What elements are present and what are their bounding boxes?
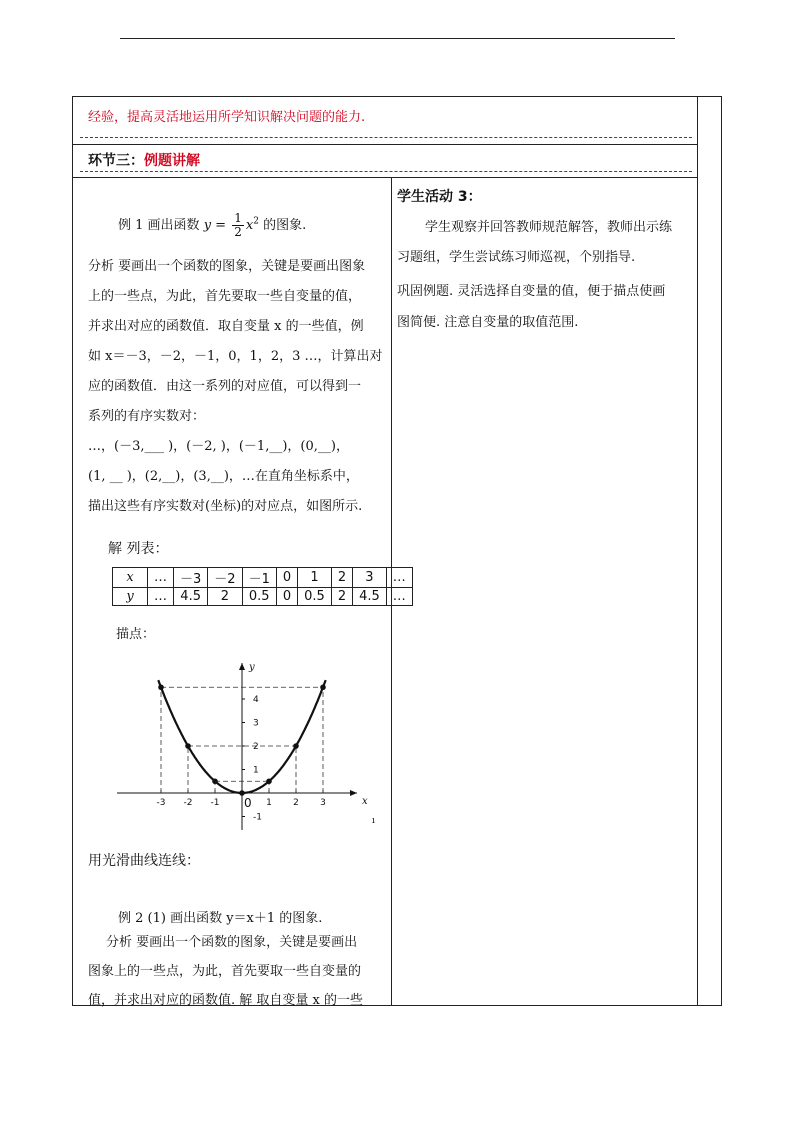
- data-point: [185, 743, 191, 749]
- origin-label: 0: [244, 796, 252, 810]
- data-point: [320, 684, 326, 690]
- connect-label: 用光滑曲线连线：: [88, 853, 200, 869]
- x-tick-label: -1: [210, 798, 220, 808]
- stray-mark: ı: [372, 816, 375, 826]
- table-cell: －1: [242, 568, 276, 588]
- y-tick-label: 3: [253, 718, 259, 729]
- row-divider-1: [72, 144, 697, 145]
- solve-label: 解 列表：: [108, 541, 169, 557]
- analysis-line: 如 x＝－3，－2，－1，0，1，2，3 …，计算出对: [88, 349, 383, 364]
- analysis-line: 图象上的一些点，为此，首先要取一些自变量的: [88, 964, 362, 979]
- fraction-numerator: 1: [234, 211, 242, 225]
- table-cell: …: [148, 568, 174, 588]
- formula-x: x: [245, 218, 254, 233]
- row-divider-2: [72, 177, 697, 178]
- table-cell: …: [386, 588, 412, 606]
- table-cell: 1: [298, 568, 332, 588]
- x-tick-label: 1: [266, 798, 272, 808]
- intro-text: 经验，提高灵活地运用所学知识解决问题的能力.: [88, 110, 366, 125]
- x-tick-label: -3: [156, 798, 166, 808]
- table-cell: …: [148, 588, 174, 606]
- table-cell: 2: [331, 568, 352, 588]
- formula-y: y =: [203, 218, 231, 233]
- plot-label: 描点：: [116, 627, 156, 642]
- y-axis-label: y: [249, 662, 255, 673]
- analysis-line: 应的函数值．由这一系列的对应值，可以得到一: [88, 379, 362, 394]
- example-1-title: [118, 212, 306, 239]
- example-1-prefix: 例 1 画出函数: [118, 218, 200, 233]
- table-cell: …: [386, 568, 412, 588]
- analysis-line: 分析 要画出一个函数的图象，关键是要画出图象: [88, 259, 366, 274]
- table-cell: 4.5: [174, 588, 208, 606]
- example-1-analysis: [88, 252, 383, 522]
- x-row-label: x: [113, 568, 148, 588]
- y-axis-arrow: [239, 663, 245, 670]
- data-point: [239, 790, 245, 796]
- student-activity-heading: 学生活动 3：: [397, 189, 482, 205]
- table-cell: 3: [353, 568, 387, 588]
- analysis-line: …，(－3,___ )，(－2, )，(－1,__)，(0,__)，: [88, 439, 349, 454]
- x-axis-label: x: [362, 796, 368, 807]
- section-title: 例题讲解: [144, 153, 200, 169]
- example-2-title: 例 2 (1) 画出函数 y＝x＋1 的图象.: [118, 911, 323, 926]
- example-1-suffix: 的图象.: [263, 218, 307, 233]
- table-row: [113, 568, 413, 588]
- data-point: [158, 684, 164, 690]
- header-rule: [120, 38, 675, 39]
- analysis-line: (1, __ )，(2,__)，(3,__)，…在直角坐标系中，: [88, 469, 359, 484]
- y-tick-label: 1: [253, 765, 259, 776]
- student-activity-line-1: 学生观察并回答教师规范解答，教师出示练: [425, 220, 673, 235]
- section-heading: [88, 150, 200, 170]
- section-label: 环节三：: [88, 153, 144, 169]
- table-cell: 0: [276, 588, 297, 606]
- data-point: [266, 778, 272, 784]
- formula-fraction: [232, 212, 244, 239]
- analysis-line: 值，并求出对应的函数值. 解 取自变量 x 的一些: [88, 993, 363, 1008]
- y-tick-label: 2: [253, 742, 259, 752]
- x-tick-label: 2: [293, 798, 299, 808]
- analysis-line: 分析 要画出一个函数的图象，关键是要画出: [106, 935, 358, 950]
- table-cell: －3: [174, 568, 208, 588]
- data-point: [212, 778, 218, 784]
- table-cell: 0: [276, 568, 297, 588]
- formula-exponent: 2: [253, 216, 259, 227]
- data-point: [293, 743, 299, 749]
- tick-labels: [157, 662, 368, 823]
- table-cell: 2: [208, 588, 242, 606]
- x-tick-label: 3: [320, 798, 326, 808]
- table-cell: 0.5: [298, 588, 332, 606]
- student-activity-line-4: 图简便. 注意自变量的取值范围.: [397, 315, 579, 330]
- analysis-line: 并求出对应的函数值．取自变量 x 的一些值，例: [88, 319, 364, 334]
- analysis-line: 描出这些有序实数对(坐标)的对应点，如图所示.: [88, 499, 363, 514]
- x-axis-arrow: [350, 790, 357, 796]
- y-tick-label: 4: [253, 695, 259, 705]
- table-cell: 2: [331, 588, 352, 606]
- table-row: [113, 588, 413, 606]
- student-activity-line-2: 习题组，学生尝试练习师巡视，个别指导.: [397, 250, 636, 265]
- table-cell: 0.5: [242, 588, 276, 606]
- right-column-divider: [697, 96, 698, 1006]
- student-activity-line-3: 巩固例题. 灵活选择自变量的值，便于描点使画: [397, 284, 666, 299]
- fraction-denominator: 2: [234, 225, 242, 239]
- y-row-label: y: [113, 588, 148, 606]
- values-table: [112, 567, 413, 606]
- x-tick-label: -2: [183, 798, 193, 808]
- analysis-line: 上的一些点，为此，首先要取一些自变量的值，: [88, 289, 362, 304]
- dashed-line-2: [80, 171, 692, 172]
- table-cell: 4.5: [353, 588, 387, 606]
- parabola-graph: [112, 655, 392, 835]
- dashed-line-1: [80, 137, 692, 138]
- table-cell: －2: [208, 568, 242, 588]
- y-tick-label: -1: [253, 812, 262, 823]
- analysis-line: 系列的有序实数对：: [88, 409, 206, 424]
- example-2-analysis: [88, 928, 363, 1015]
